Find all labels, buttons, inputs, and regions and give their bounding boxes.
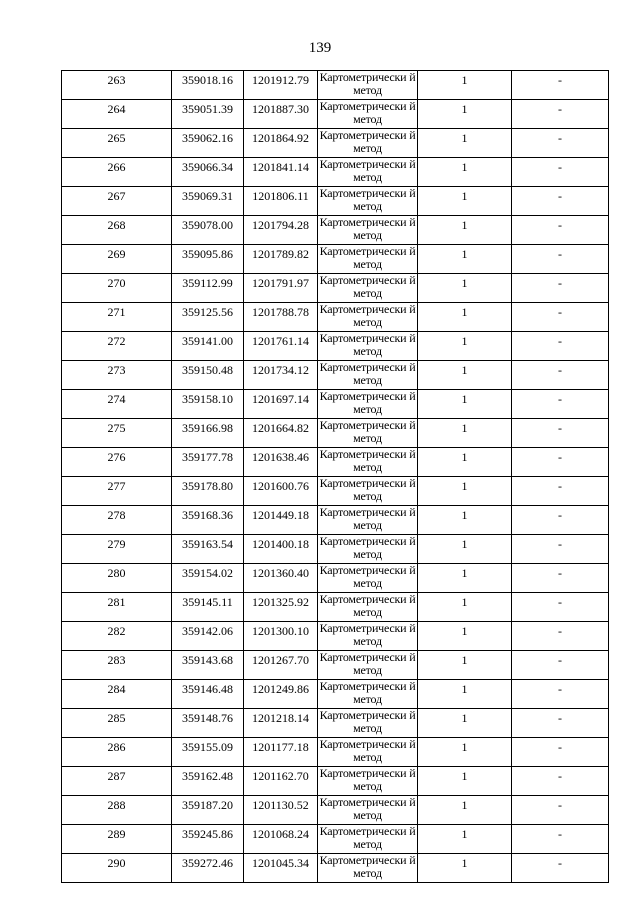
accuracy-cell: 1 <box>418 709 512 738</box>
method-cell: Картометрически й метод <box>318 71 418 100</box>
y-coordinate-cell: 1201300.10 <box>244 622 318 651</box>
table-row <box>62 158 609 187</box>
accuracy-cell: 1 <box>418 854 512 883</box>
table-row <box>62 390 609 419</box>
note-cell: - <box>512 332 609 361</box>
point-number-cell: 269 <box>62 245 172 274</box>
table-row <box>62 680 609 709</box>
point-number-cell: 263 <box>62 71 172 100</box>
y-coordinate-cell: 1201177.18 <box>244 738 318 767</box>
note-cell: - <box>512 419 609 448</box>
note-cell: - <box>512 187 609 216</box>
point-number-cell: 266 <box>62 158 172 187</box>
x-coordinate-cell: 359150.48 <box>172 361 244 390</box>
x-coordinate-cell: 359078.00 <box>172 216 244 245</box>
y-coordinate-cell: 1201912.79 <box>244 71 318 100</box>
table-row <box>62 651 609 680</box>
point-number-cell: 290 <box>62 854 172 883</box>
y-coordinate-cell: 1201887.30 <box>244 100 318 129</box>
table-row <box>62 419 609 448</box>
point-number-cell: 264 <box>62 100 172 129</box>
y-coordinate-cell: 1201449.18 <box>244 506 318 535</box>
method-cell: Картометрически й метод <box>318 245 418 274</box>
y-coordinate-cell: 1201325.92 <box>244 593 318 622</box>
note-cell: - <box>512 825 609 854</box>
point-number-cell: 279 <box>62 535 172 564</box>
note-cell: - <box>512 854 609 883</box>
y-coordinate-cell: 1201789.82 <box>244 245 318 274</box>
y-coordinate-cell: 1201249.86 <box>244 680 318 709</box>
x-coordinate-cell: 359158.10 <box>172 390 244 419</box>
table-row <box>62 709 609 738</box>
table-row <box>62 738 609 767</box>
method-cell: Картометрически й метод <box>318 448 418 477</box>
accuracy-cell: 1 <box>418 274 512 303</box>
point-number-cell: 282 <box>62 622 172 651</box>
accuracy-cell: 1 <box>418 332 512 361</box>
table-row <box>62 71 609 100</box>
note-cell: - <box>512 680 609 709</box>
table-row <box>62 796 609 825</box>
point-number-cell: 289 <box>62 825 172 854</box>
y-coordinate-cell: 1201697.14 <box>244 390 318 419</box>
method-cell: Картометрически й метод <box>318 767 418 796</box>
table-row <box>62 506 609 535</box>
table-row <box>62 216 609 245</box>
point-number-cell: 267 <box>62 187 172 216</box>
note-cell: - <box>512 448 609 477</box>
method-cell: Картометрически й метод <box>318 187 418 216</box>
y-coordinate-cell: 1201360.40 <box>244 564 318 593</box>
point-number-cell: 271 <box>62 303 172 332</box>
point-number-cell: 273 <box>62 361 172 390</box>
method-cell: Картометрически й метод <box>318 332 418 361</box>
y-coordinate-cell: 1201761.14 <box>244 332 318 361</box>
method-cell: Картометрически й метод <box>318 100 418 129</box>
y-coordinate-cell: 1201400.18 <box>244 535 318 564</box>
x-coordinate-cell: 359166.98 <box>172 419 244 448</box>
method-cell: Картометрически й метод <box>318 738 418 767</box>
point-number-cell: 274 <box>62 390 172 419</box>
accuracy-cell: 1 <box>418 100 512 129</box>
note-cell: - <box>512 158 609 187</box>
table-row <box>62 854 609 883</box>
note-cell: - <box>512 796 609 825</box>
method-cell: Картометрически й метод <box>318 651 418 680</box>
point-number-cell: 278 <box>62 506 172 535</box>
table-row <box>62 448 609 477</box>
method-cell: Картометрически й метод <box>318 825 418 854</box>
y-coordinate-cell: 1201267.70 <box>244 651 318 680</box>
table-row <box>62 622 609 651</box>
accuracy-cell: 1 <box>418 216 512 245</box>
accuracy-cell: 1 <box>418 506 512 535</box>
table-row <box>62 303 609 332</box>
note-cell: - <box>512 71 609 100</box>
table-row <box>62 825 609 854</box>
x-coordinate-cell: 359018.16 <box>172 71 244 100</box>
method-cell: Картометрически й метод <box>318 361 418 390</box>
method-cell: Картометрически й метод <box>318 274 418 303</box>
accuracy-cell: 1 <box>418 767 512 796</box>
table-row <box>62 245 609 274</box>
point-number-cell: 275 <box>62 419 172 448</box>
note-cell: - <box>512 129 609 158</box>
accuracy-cell: 1 <box>418 390 512 419</box>
note-cell: - <box>512 390 609 419</box>
accuracy-cell: 1 <box>418 651 512 680</box>
method-cell: Картометрически й метод <box>318 216 418 245</box>
page-number: 139 <box>308 40 332 56</box>
point-number-cell: 265 <box>62 129 172 158</box>
method-cell: Картометрически й метод <box>318 680 418 709</box>
accuracy-cell: 1 <box>418 477 512 506</box>
x-coordinate-cell: 359146.48 <box>172 680 244 709</box>
y-coordinate-cell: 1201162.70 <box>244 767 318 796</box>
accuracy-cell: 1 <box>418 593 512 622</box>
note-cell: - <box>512 216 609 245</box>
y-coordinate-cell: 1201806.11 <box>244 187 318 216</box>
y-coordinate-cell: 1201794.28 <box>244 216 318 245</box>
accuracy-cell: 1 <box>418 622 512 651</box>
accuracy-cell: 1 <box>418 419 512 448</box>
method-cell: Картометрически й метод <box>318 419 418 448</box>
point-number-cell: 284 <box>62 680 172 709</box>
y-coordinate-cell: 1201734.12 <box>244 361 318 390</box>
note-cell: - <box>512 651 609 680</box>
table-row <box>62 129 609 158</box>
method-cell: Картометрически й метод <box>318 854 418 883</box>
x-coordinate-cell: 359272.46 <box>172 854 244 883</box>
point-number-cell: 280 <box>62 564 172 593</box>
point-number-cell: 281 <box>62 593 172 622</box>
y-coordinate-cell: 1201864.92 <box>244 129 318 158</box>
table-row <box>62 361 609 390</box>
method-cell: Картометрически й метод <box>318 535 418 564</box>
x-coordinate-cell: 359051.39 <box>172 100 244 129</box>
y-coordinate-cell: 1201788.78 <box>244 303 318 332</box>
x-coordinate-cell: 359154.02 <box>172 564 244 593</box>
x-coordinate-cell: 359155.09 <box>172 738 244 767</box>
accuracy-cell: 1 <box>418 245 512 274</box>
point-number-cell: 272 <box>62 332 172 361</box>
point-number-cell: 270 <box>62 274 172 303</box>
table-row <box>62 593 609 622</box>
y-coordinate-cell: 1201664.82 <box>244 419 318 448</box>
accuracy-cell: 1 <box>418 564 512 593</box>
method-cell: Картометрически й метод <box>318 303 418 332</box>
y-coordinate-cell: 1201130.52 <box>244 796 318 825</box>
table-row <box>62 767 609 796</box>
method-cell: Картометрически й метод <box>318 129 418 158</box>
note-cell: - <box>512 767 609 796</box>
point-number-cell: 287 <box>62 767 172 796</box>
accuracy-cell: 1 <box>418 680 512 709</box>
table-row <box>62 332 609 361</box>
y-coordinate-cell: 1201791.97 <box>244 274 318 303</box>
y-coordinate-cell: 1201045.34 <box>244 854 318 883</box>
coordinates-table <box>61 70 609 883</box>
point-number-cell: 277 <box>62 477 172 506</box>
x-coordinate-cell: 359162.48 <box>172 767 244 796</box>
note-cell: - <box>512 564 609 593</box>
table-row <box>62 535 609 564</box>
accuracy-cell: 1 <box>418 303 512 332</box>
x-coordinate-cell: 359168.36 <box>172 506 244 535</box>
note-cell: - <box>512 100 609 129</box>
note-cell: - <box>512 303 609 332</box>
y-coordinate-cell: 1201068.24 <box>244 825 318 854</box>
x-coordinate-cell: 359187.20 <box>172 796 244 825</box>
y-coordinate-cell: 1201638.46 <box>244 448 318 477</box>
method-cell: Картометрически й метод <box>318 709 418 738</box>
method-cell: Картометрически й метод <box>318 390 418 419</box>
x-coordinate-cell: 359143.68 <box>172 651 244 680</box>
note-cell: - <box>512 622 609 651</box>
point-number-cell: 288 <box>62 796 172 825</box>
note-cell: - <box>512 593 609 622</box>
method-cell: Картометрически й метод <box>318 593 418 622</box>
accuracy-cell: 1 <box>418 825 512 854</box>
method-cell: Картометрически й метод <box>318 158 418 187</box>
point-number-cell: 276 <box>62 448 172 477</box>
table-row <box>62 564 609 593</box>
table-row <box>62 477 609 506</box>
accuracy-cell: 1 <box>418 361 512 390</box>
accuracy-cell: 1 <box>418 796 512 825</box>
note-cell: - <box>512 274 609 303</box>
method-cell: Картометрически й метод <box>318 622 418 651</box>
note-cell: - <box>512 535 609 564</box>
table-row <box>62 187 609 216</box>
note-cell: - <box>512 709 609 738</box>
x-coordinate-cell: 359095.86 <box>172 245 244 274</box>
method-cell: Картометрически й метод <box>318 506 418 535</box>
note-cell: - <box>512 738 609 767</box>
x-coordinate-cell: 359141.00 <box>172 332 244 361</box>
x-coordinate-cell: 359178.80 <box>172 477 244 506</box>
x-coordinate-cell: 359142.06 <box>172 622 244 651</box>
note-cell: - <box>512 506 609 535</box>
y-coordinate-cell: 1201841.14 <box>244 158 318 187</box>
accuracy-cell: 1 <box>418 738 512 767</box>
method-cell: Картометрически й метод <box>318 564 418 593</box>
x-coordinate-cell: 359245.86 <box>172 825 244 854</box>
table-row <box>62 100 609 129</box>
method-cell: Картометрически й метод <box>318 796 418 825</box>
accuracy-cell: 1 <box>418 187 512 216</box>
x-coordinate-cell: 359148.76 <box>172 709 244 738</box>
table-row <box>62 274 609 303</box>
note-cell: - <box>512 477 609 506</box>
point-number-cell: 285 <box>62 709 172 738</box>
x-coordinate-cell: 359163.54 <box>172 535 244 564</box>
point-number-cell: 268 <box>62 216 172 245</box>
accuracy-cell: 1 <box>418 129 512 158</box>
method-cell: Картометрически й метод <box>318 477 418 506</box>
x-coordinate-cell: 359066.34 <box>172 158 244 187</box>
x-coordinate-cell: 359125.56 <box>172 303 244 332</box>
note-cell: - <box>512 361 609 390</box>
note-cell: - <box>512 245 609 274</box>
x-coordinate-cell: 359062.16 <box>172 129 244 158</box>
y-coordinate-cell: 1201600.76 <box>244 477 318 506</box>
point-number-cell: 283 <box>62 651 172 680</box>
x-coordinate-cell: 359145.11 <box>172 593 244 622</box>
x-coordinate-cell: 359177.78 <box>172 448 244 477</box>
x-coordinate-cell: 359112.99 <box>172 274 244 303</box>
x-coordinate-cell: 359069.31 <box>172 187 244 216</box>
accuracy-cell: 1 <box>418 158 512 187</box>
y-coordinate-cell: 1201218.14 <box>244 709 318 738</box>
accuracy-cell: 1 <box>418 71 512 100</box>
accuracy-cell: 1 <box>418 448 512 477</box>
accuracy-cell: 1 <box>418 535 512 564</box>
point-number-cell: 286 <box>62 738 172 767</box>
